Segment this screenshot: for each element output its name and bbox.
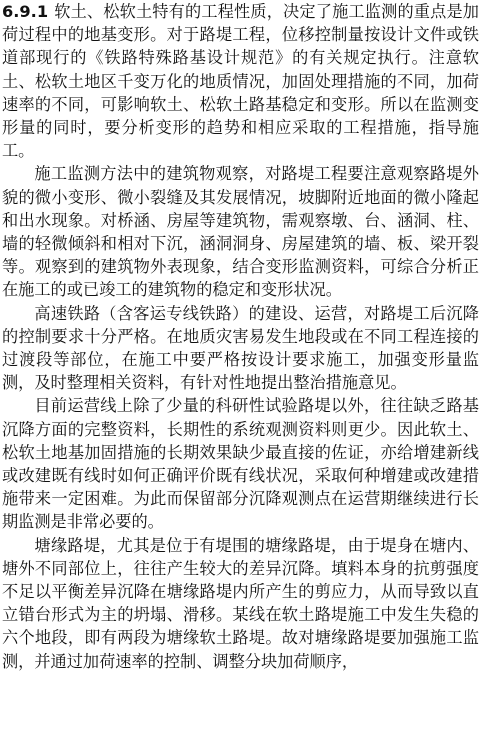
body-paragraph: 施工监测方法中的建筑物观察，对路堤工程要注意观察路堤外貌的微小变形、微小裂缝及其发展情况，坡脚附近地面的微小隆起和出水现象。对桥涵、房屋等建筑物，需观察墩、台、涵洞、柱、墙的轻微倾斜和相对下沉，涵洞洞身、房屋建筑的墙、板、梁开裂等。观察到的建筑物外表现象，结合变形监测资料，可综合分析正在施工的或已竣工的建筑物的稳定和变形状况。 [2, 164, 479, 300]
body-paragraph: 塘缘路堤，尤其是位于有堤围的塘缘路堤，由于堤身在塘内、塘外不同部位上，往往产生较大的差异沉降。填料本身的抗剪强度不足以平衡差异沉降在塘缘路堤内所产生的剪应力，从而导致以直立错台形式为主的坍塌、滑移。某线在软土路堤施工中发生失稳的六个地段，即有两段为塘缘软土路堤。故对塘缘路堤要加强施工监测，并通过加荷速率的控制、调整分块加荷顺序， [2, 535, 479, 671]
section-paragraph-lead [2, 0, 479, 162]
section-number: 6.9.1 [2, 2, 49, 21]
body-paragraph: 目前运营线上除了少量的科研性试验路堤以外，往往缺乏路基沉降方面的完整资料，长期性的系统观测资料则更少。因此软土、松软土地基加固措施的长期效果缺少最直接的佐证，亦给增建新线或改建既有线时如何正确评价既有线状况，采取何种增建或改建措施带来一定困难。为此而保留部分沉降观测点在运营期继续进行长期监测是非常必要的。 [2, 396, 479, 532]
body-paragraph: 高速铁路（含客运专线铁路）的建设、运营，对路堤工后沉降的控制要求十分严格。在地质灾害易发生地段或在不同工程连接的过渡段等部位，在施工中要严格按设计要求施工，加强变形量监测，及时整理相关资料，有针对性地提出整治措施意见。 [2, 303, 479, 393]
section-lead-text: 软土、松软土特有的工程性质，决定了施工监测的重点是加荷过程中的地基变形。对于路堤工程，位移控制量按设计文件或铁道部现行的《铁路特殊路基设计规范》的有关规定执行。注意软土、松软土地区千变万化的地质情况，加固处理措施的不同，加荷速率的不同，可影响软土、松软土路基稳定和变形。所以在监测变形量的同时，要分析变形的趋势和相应采取的工程措施，指导施工。 [2, 2, 479, 161]
